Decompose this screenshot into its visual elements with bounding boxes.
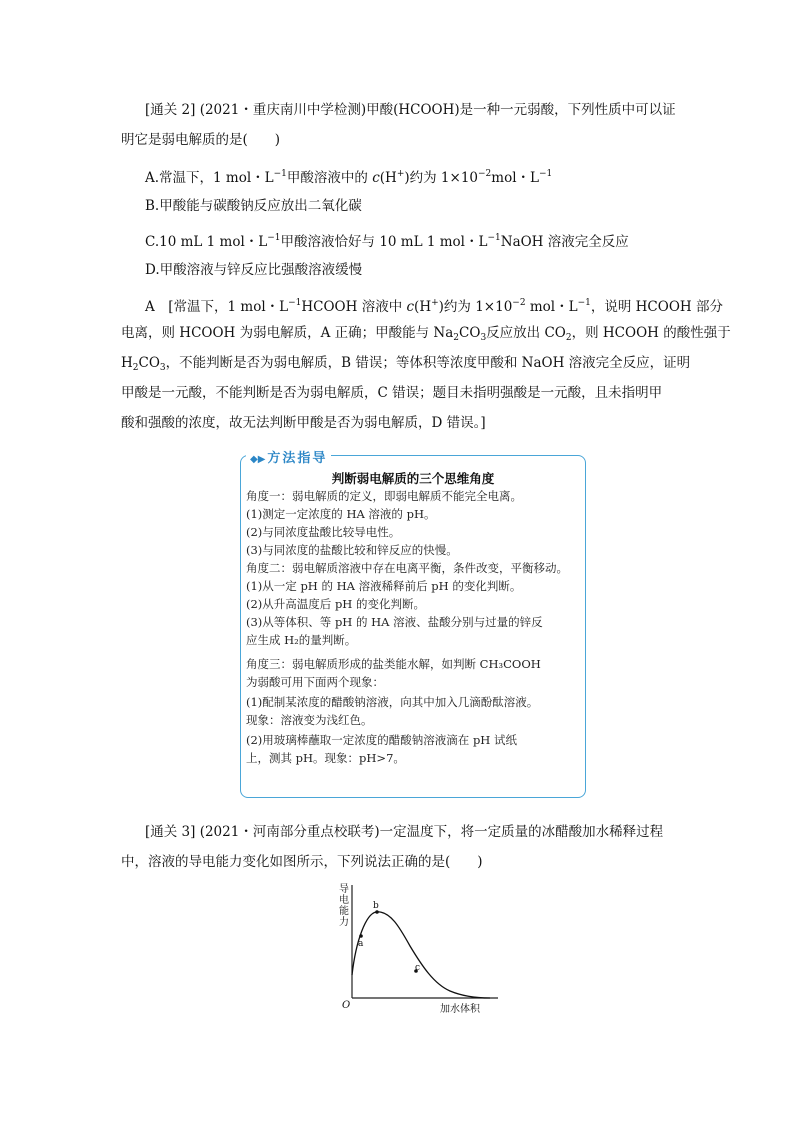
method-line: 角度一：弱电解质的定义，即弱电解质不能完全电离。 — [246, 489, 522, 503]
method-line: 角度二：弱电解质溶液中存在电离平衡，条件改变，平衡移动。 — [246, 561, 568, 575]
origin-label: O — [342, 1000, 351, 1011]
q2-option-d: D.甲酸溶液与锌反应比强酸溶液缓慢 — [145, 262, 363, 278]
y-axis-label-char: 力 — [339, 917, 349, 928]
answer-line1: A [常温下，1 mol・$L^{-1}HCOOH$ 溶液中 c(H+)约为 $1\times 10^{-2}$ mol・$L^{-1}$，说明 HCOOH 部分 — [145, 298, 723, 315]
q3-stem-line2: 中，溶液的导电能力变化如图所示，下列说法正确的是( ) — [121, 854, 483, 870]
conductivity-chart — [330, 880, 500, 1020]
q2-stem-line2: 明它是弱电解质的是( ) — [121, 132, 281, 148]
answer-line4: 甲酸是一元酸，不能判断是否为弱电解质，C 错误；题目未指明强酸是一元酸，且未指明甲 — [121, 385, 663, 401]
x-axis-label: 加水体积 — [440, 1004, 480, 1015]
series-line — [352, 912, 490, 998]
y-axis-label-char: 能 — [339, 906, 349, 917]
y-axis-label — [339, 883, 349, 928]
method-line: 现象：溶液变为浅红色。 — [246, 713, 373, 727]
answer-line3: $H_2CO_3$，不能判断是否为弱电解质，B 错误；等体积等浓度甲酸和 NaOH 溶液完全反应，证明 — [121, 355, 691, 373]
method-title: 判断弱电解质的三个思维角度 — [331, 471, 495, 486]
method-line: 应生成 H₂的量判断。 — [246, 633, 357, 647]
y-axis-label-text — [339, 883, 349, 928]
method-line: (1)测定一定浓度的 HA 溶液的 pH。 — [246, 507, 436, 521]
q2-option-a: A.常温下，1 mol・$L^{-1}$甲酸溶液中的 c(H+)约为 $1\times 10^{-2}mol$・$L^{-1}$ — [145, 169, 553, 186]
y-axis-label-char: 电 — [339, 895, 349, 906]
answer-line5: 酸和强酸的浓度，故无法判断甲酸是否为弱电解质，D 错误。] — [121, 415, 486, 431]
method-tag: ◆▶ 方法指导 — [246, 447, 331, 466]
method-line: (1)配制某浓度的醋酸钠溶液，向其中加入几滴酚酞溶液。 — [246, 695, 539, 709]
method-line: 为弱酸可用下面两个现象： — [246, 675, 384, 689]
arrow-icon: ◆▶ — [250, 454, 266, 465]
point-b-label: b — [373, 901, 379, 911]
method-line: 上，测其 pH。现象：pH>7。 — [246, 751, 405, 765]
answer-line2: 电离，则 HCOOH 为弱电解质，A 正确；甲酸能与 $Na_2CO_3$反应放出 $CO_2$，则 HCOOH 的酸性强于 — [121, 325, 731, 343]
q2-option-b: B.甲酸能与碳酸钠反应放出二氧化碳 — [145, 198, 362, 214]
q2-option-c: C.10 mL 1 mol・$L^{-1}$甲酸溶液恰好与 10 mL 1 mol・$L^{-1}NaOH$ 溶液完全反应 — [145, 233, 629, 250]
method-line: (1)从一定 pH 的 HA 溶液稀释前后 pH 的变化判断。 — [246, 579, 522, 593]
method-line: (2)从升高温度后 pH 的变化判断。 — [246, 597, 425, 611]
method-line: (2)与同浓度盐酸比较导电性。 — [246, 525, 401, 539]
method-line: (3)与同浓度的盐酸比较和锌反应的快慢。 — [246, 543, 458, 557]
point-c-label: c — [415, 963, 421, 973]
y-axis-label-char: 导 — [339, 884, 349, 895]
q2-stem-line1: [通关 2] (2021・重庆南川中学检测)甲酸(HCOOH)是一种一元弱酸，下列性质中可以证 — [145, 102, 676, 118]
point-a — [359, 934, 363, 938]
method-line: (3)从等体积、等 pH 的 HA 溶液、盐酸分别与过量的锌反 — [246, 615, 543, 629]
method-line: (2)用玻璃棒蘸取一定浓度的醋酸钠溶液滴在 pH 试纸 — [246, 733, 517, 747]
point-a-label: a — [358, 939, 364, 949]
q3-stem-line1: [通关 3] (2021・河南部分重点校联考)一定温度下，将一定质量的冰醋酸加水稀释过程 — [145, 824, 664, 840]
method-line: 角度三：弱电解质形成的盐类能水解，如判断 CH₃COOH — [246, 657, 541, 671]
